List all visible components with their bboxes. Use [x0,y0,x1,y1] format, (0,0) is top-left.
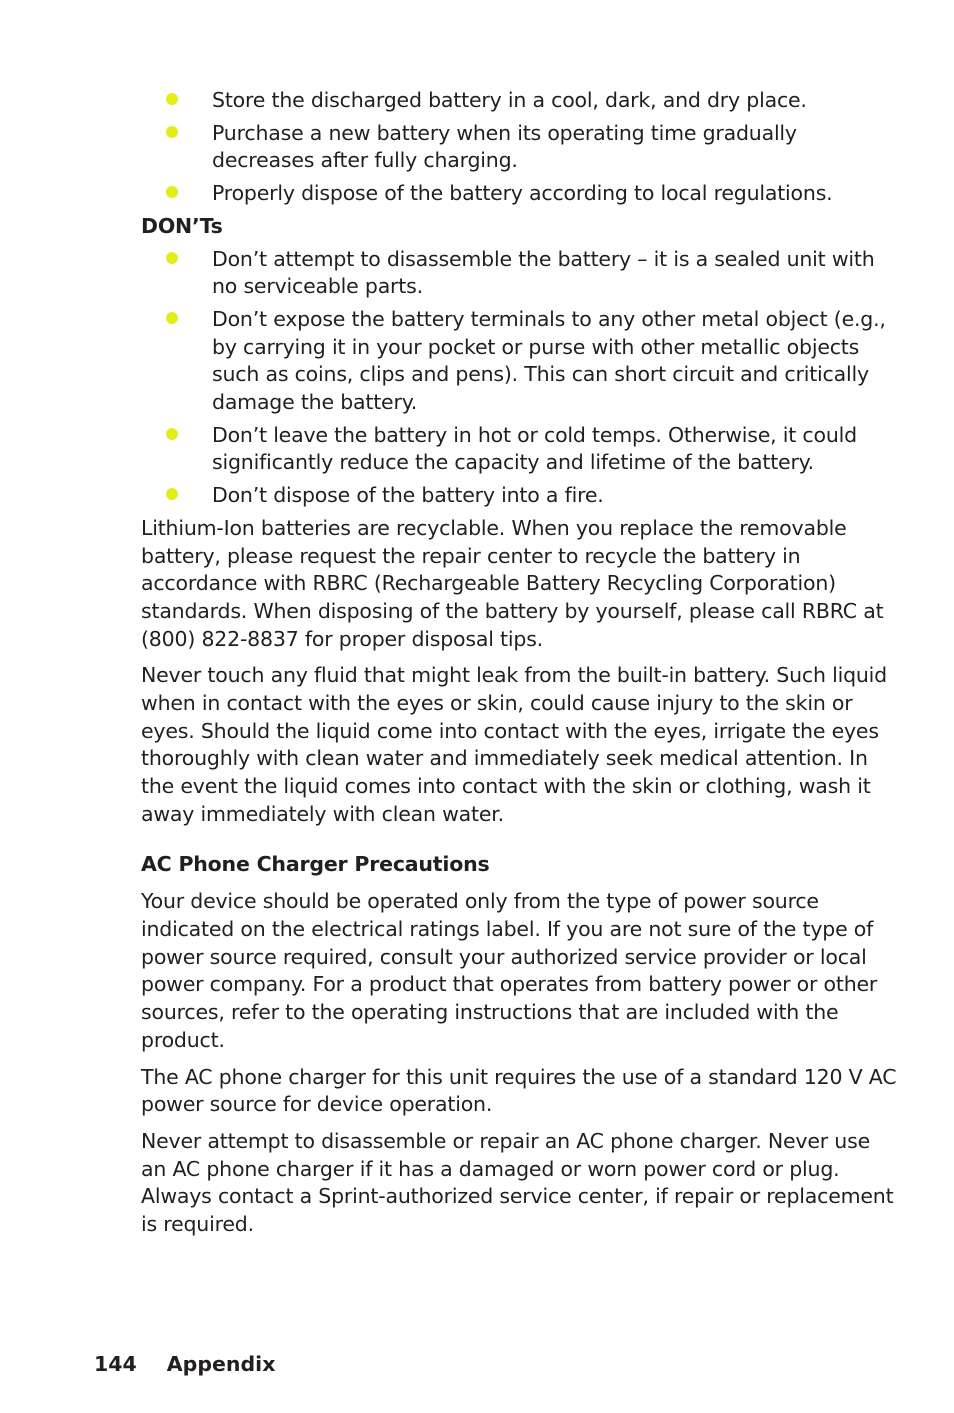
charger-section-heading: AC Phone Charger Precautions [141,851,490,876]
list-item [141,482,901,510]
bullet-icon [166,428,178,440]
section-name: Appendix [166,1352,276,1376]
bullet-text: Don’t expose the battery terminals to any other metal object (e.g., by carrying it in your pocket or purse with other metallic objects such as coins, clips and pens). This can short circuit and critically damage the battery. [212,306,886,415]
bullet-icon [166,186,178,198]
page-footer [94,1350,275,1378]
bullet-text: Purchase a new battery when its operating time gradually decreases after fully charging. [212,120,797,173]
list-item [141,306,901,417]
bullet-icon [166,252,178,264]
charger-repair-paragraph: Never attempt to disassemble or repair an AC phone charger. Never use an AC phone charger if it has a damaged or worn power cord or plug. Always contact a Sprint-authorized service center, if repair or replacement is required. [141,1128,894,1237]
bullet-text: Don’t dispose of the battery into a fire. [212,483,604,508]
bullet-icon [166,312,178,324]
donts-list [141,246,901,510]
list-item [141,246,901,301]
fluid-warning-paragraph: Never touch any fluid that might leak from the built-in battery. Such liquid when in contact with the eyes or skin, could cause injury to the skin or eyes. Should the liquid come into contact with the eyes, irrigate the eyes thoroughly with clean water and immediately seek medical attention. In the event the liquid comes into contact with the skin or clothing, wash it away immediately with clean water. [141,663,887,826]
bullet-text: Store the discharged battery in a cool, dark, and dry place. [212,88,807,112]
donts-heading: DON’Ts [141,213,223,238]
bullet-text: Don’t leave the battery in hot or cold temps. Otherwise, it could significantly reduce the capacity and lifetime of the battery. [212,422,857,475]
power-source-paragraph: Your device should be operated only from the type of power source indicated on the electrical ratings label. If you are not sure of the type of power source required, consult your authorized service provider or local power company. For a product that operates from battery power or other sources, refer to the operating instructions that are included with the product. [141,889,878,1052]
page-content [141,87,901,1248]
bullet-icon [166,93,178,105]
list-item [141,422,901,477]
bullet-text: Properly dispose of the battery according to local regulations. [212,181,833,206]
bullet-icon [166,488,178,500]
list-item [141,180,901,208]
bullet-text: Don’t attempt to disassemble the battery – it is a sealed unit with no serviceable parts. [212,246,875,299]
dos-list [141,87,901,208]
bullet-icon [166,126,178,138]
charger-voltage-paragraph: The AC phone charger for this unit requires the use of a standard 120 V AC power source for device operation. [141,1064,897,1117]
recycling-paragraph: Lithium-Ion batteries are recyclable. When you replace the removable battery, please request the repair center to recycle the battery in accordance with RBRC (Rechargeable Battery Recycling Corporation) standards. When disposing of the battery by yourself, please call RBRC at (800) 822-8837 for proper disposal tips. [141,515,884,651]
list-item [141,120,901,175]
list-item [141,87,901,115]
page-number: 144 [94,1352,137,1376]
